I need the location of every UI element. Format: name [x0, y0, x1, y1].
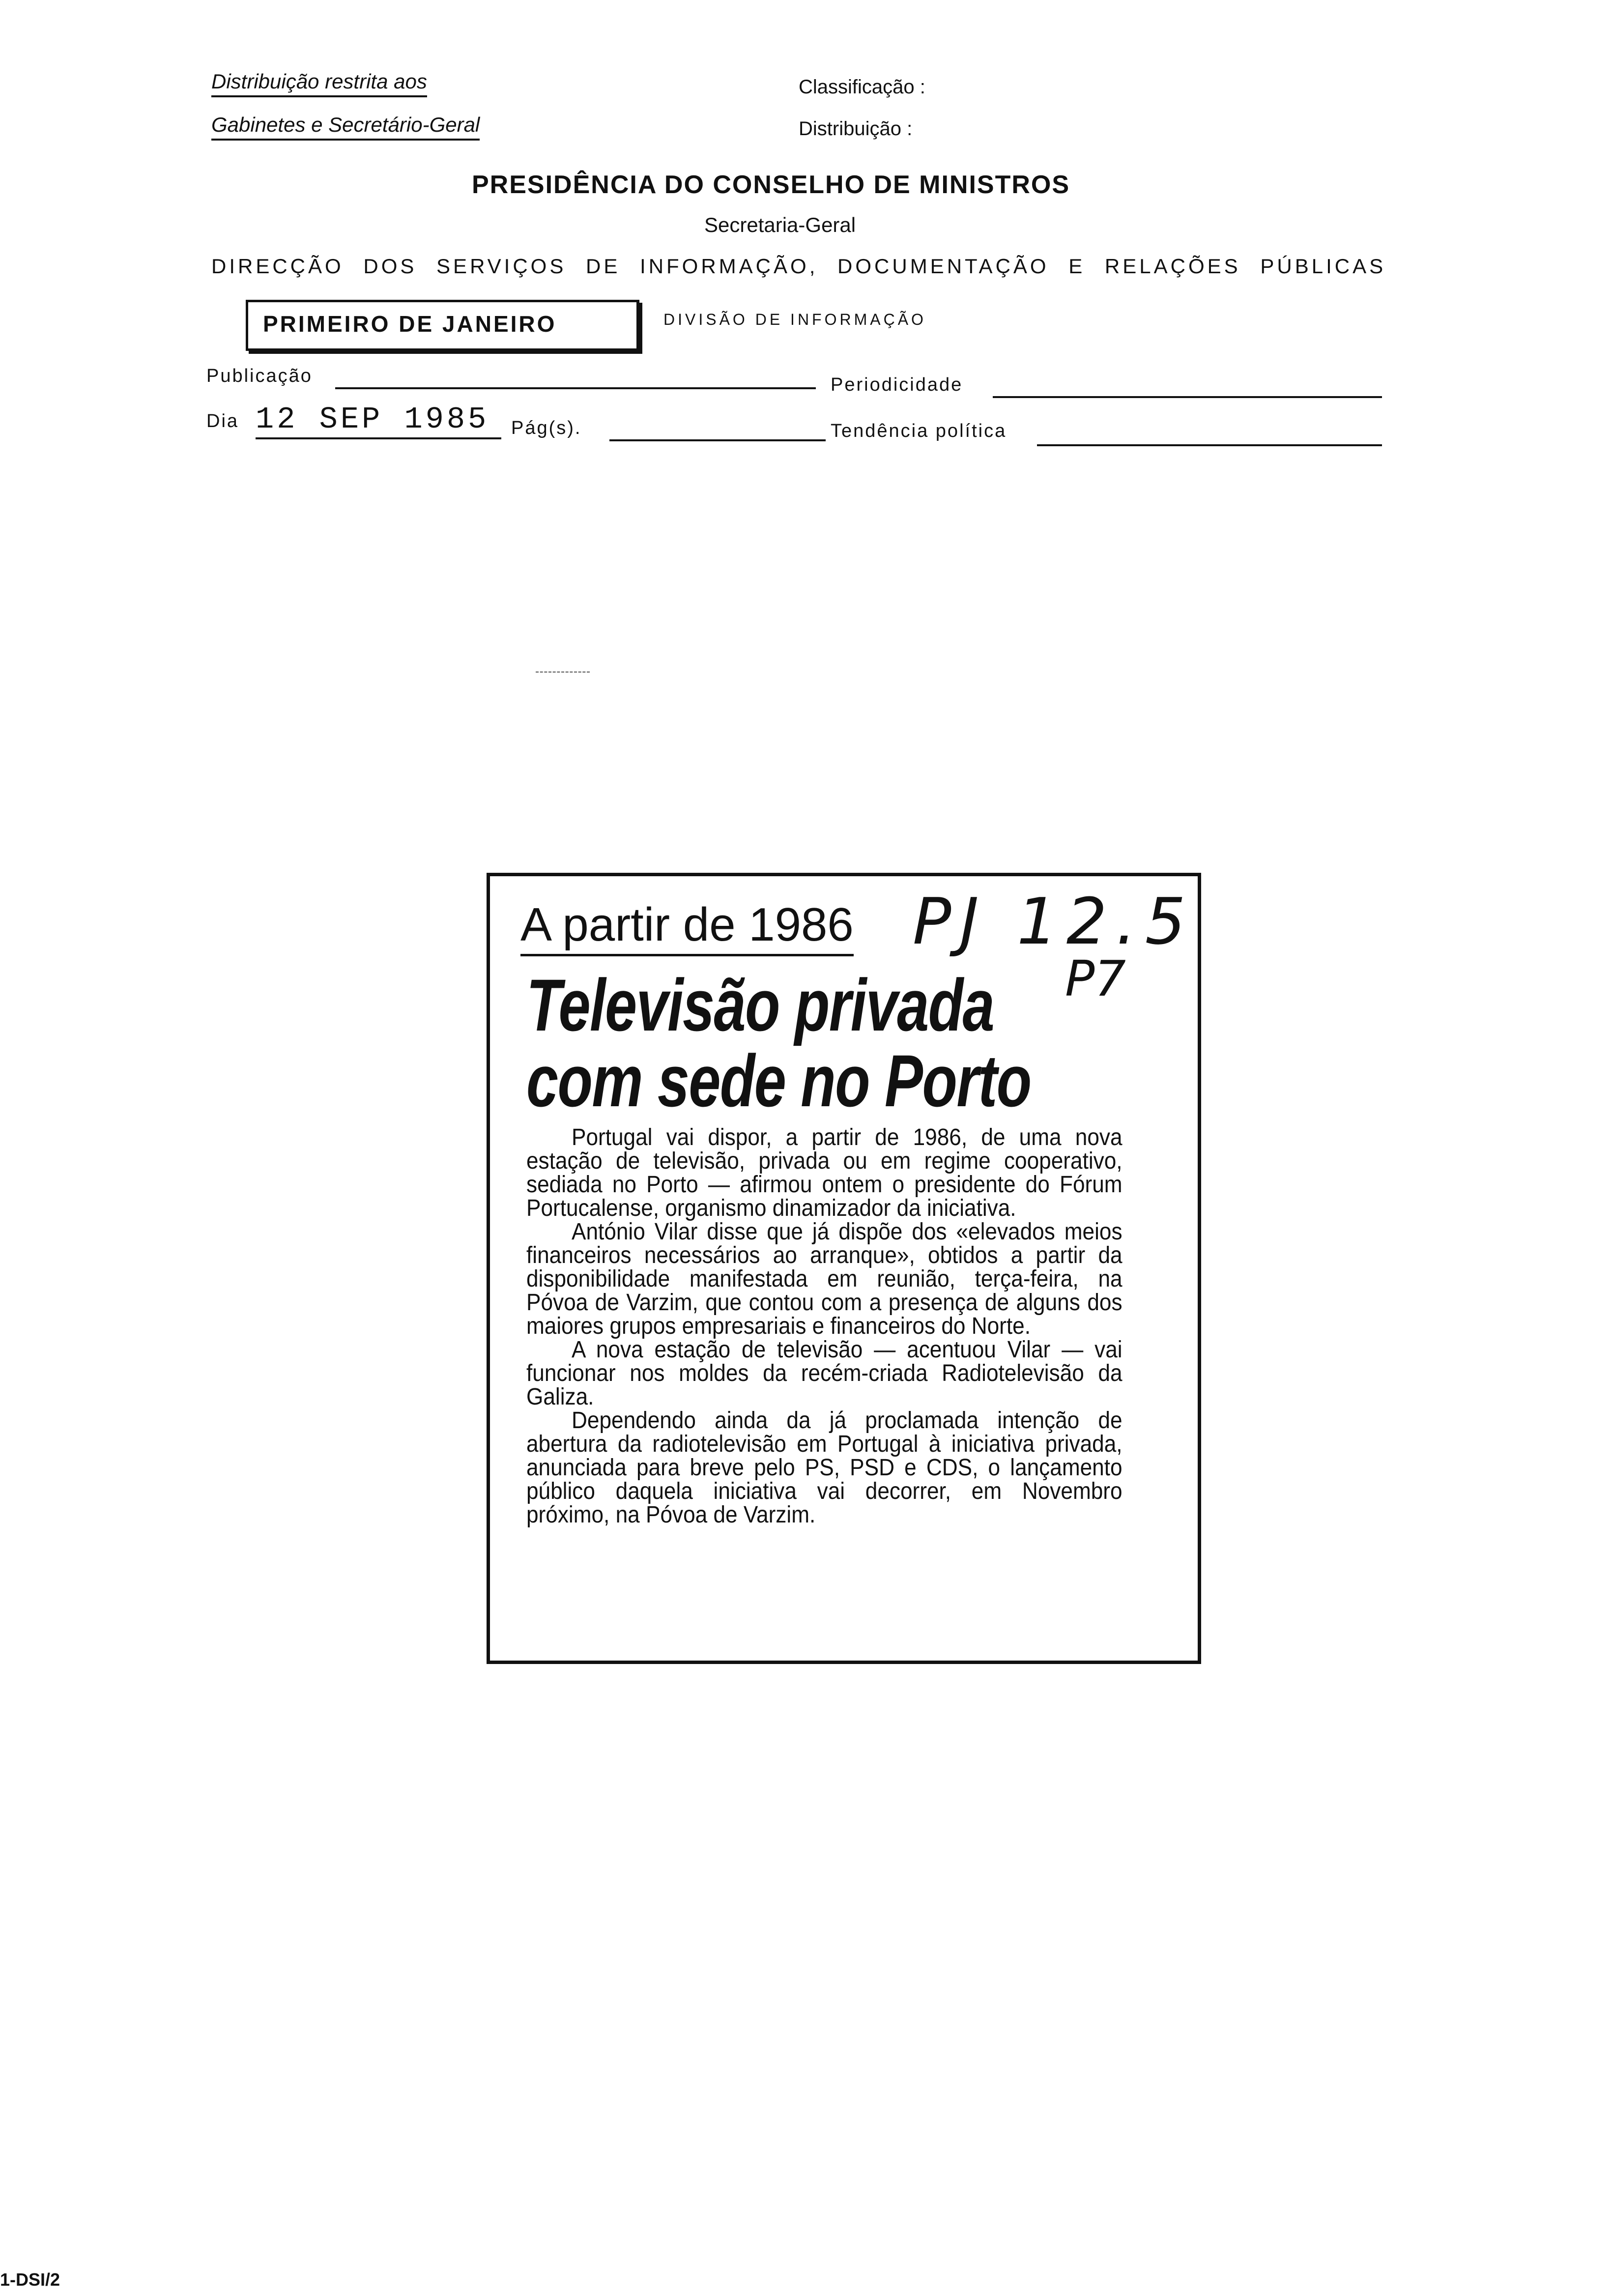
periodicidade-field — [993, 396, 1382, 398]
divisao-label: DIVISÃO DE INFORMAÇÃO — [663, 311, 926, 328]
publicacao-label: Publicação — [206, 366, 313, 386]
headline-line2: com sede no Porto — [526, 1039, 1031, 1122]
document-title: PRESIDÊNCIA DO CONSELHO DE MINISTROS — [472, 171, 1070, 199]
newspaper-clipping — [487, 873, 1201, 1664]
pags-field — [609, 439, 826, 441]
article-paragraph: António Vilar disse que já dispõe dos «elevados meios financeiros necessários ao arranque», obtidos a partir da disponibilidade manifestada em reunião, terça-feira, na Póvoa de Varzim, que contou com a presença de alguns dos maiores grupos empresariais e financeiros do Norte. — [526, 1219, 1123, 1339]
form-code: 1-DSI/2 — [0, 2269, 60, 2290]
dia-label: Dia — [206, 411, 239, 431]
article-body — [526, 1126, 1123, 1527]
article-paragraph: Dependendo ainda da já proclamada intenção de abertura da radiotelevisão em Portugal à iniciativa privada, anunciada para breve pelo PS, PSD e CDS, o lançamento público daquela iniciativa vai decorrer, em Novembro próximo, na Póvoa de Varzim. — [526, 1407, 1123, 1528]
distribuicao-label: Distribuição : — [799, 118, 913, 140]
dia-value: 12 SEP 1985 — [256, 402, 501, 439]
publication-stamp: PRIMEIRO DE JANEIRO — [246, 300, 639, 351]
handwritten-reference: PJ 12.5 — [913, 884, 1195, 959]
tendencia-field — [1037, 444, 1382, 446]
periodicidade-label: Periodicidade — [831, 374, 963, 395]
publicacao-field — [335, 387, 816, 389]
handwritten-code: P7 — [1065, 950, 1126, 1007]
pags-label: Pág(s). — [511, 418, 582, 438]
article-paragraph: Portugal vai dispor, a partir de 1986, de uma nova estação de televisão, privada ou em regime cooperativo, sediada no Porto — afirmou ontem o presidente do Fórum Portucalense, organismo dinamizador da iniciativa. — [526, 1124, 1123, 1221]
direccao-line: DIRECÇÃO DOS SERVIÇOS DE INFORMAÇÃO, DOCUMENTAÇÃO E RELAÇÕES PÚBLICAS — [211, 255, 1386, 278]
restricted-distribution-line1: Distribuição restrita aos — [211, 70, 427, 97]
classificacao-label: Classificação : — [799, 76, 925, 98]
article-paragraph: A nova estação de televisão — acentuou Vilar — vai funcionar nos moldes da recém-criada Radiotelevisão da Galiza. — [526, 1337, 1123, 1410]
scan-mark — [536, 671, 590, 673]
clipping-kicker: A partir de 1986 — [520, 898, 854, 956]
restricted-distribution-line2: Gabinetes e Secretário-Geral — [211, 113, 480, 141]
document-subtitle: Secretaria-Geral — [704, 213, 856, 236]
tendencia-label: Tendência política — [831, 421, 1007, 441]
headline-line1: Televisão privada — [526, 964, 994, 1046]
